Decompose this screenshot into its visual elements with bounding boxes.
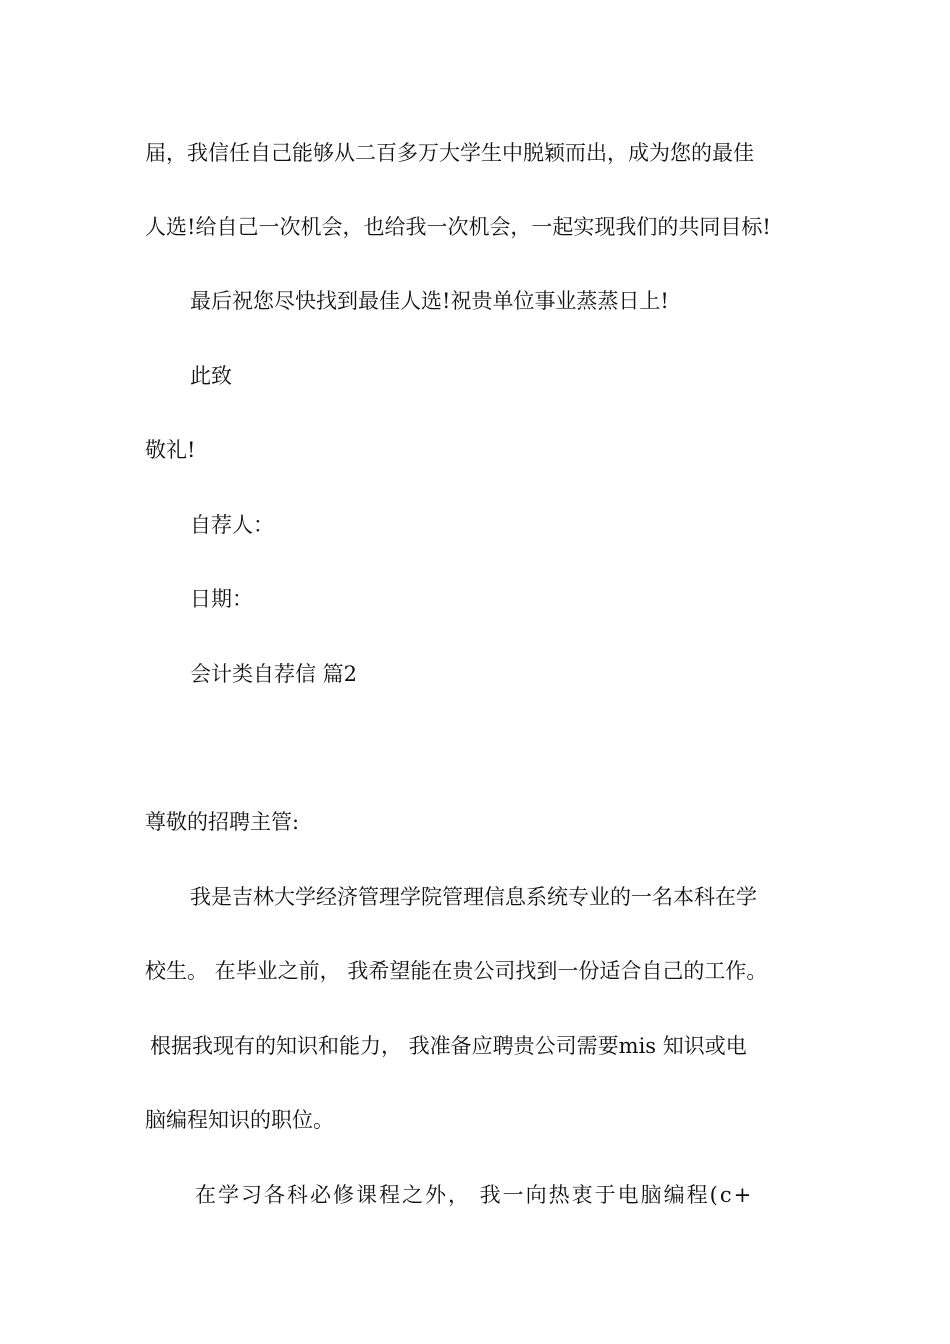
- section-heading: 会计类自荐信 篇2: [190, 662, 358, 686]
- closing-wish: 最后祝您尽快找到最佳人选!祝贵单位事业蒸蒸日上!: [190, 289, 669, 313]
- body-text-line: 人选!给自己一次机会，也给我一次机会，一起实现我们的共同目标!: [145, 215, 771, 239]
- body-text-line: 届，我信任自己能够从二百多万大学生中脱颖而出，成为您的最佳: [145, 141, 754, 165]
- body-text-line: 根据我现有的知识和能力， 我准备应聘贵公司需要mis 知识或电: [150, 1034, 747, 1058]
- signature-label: 自荐人：: [190, 513, 274, 537]
- salutation-regards: 敬礼!: [145, 438, 196, 462]
- body-text-line: 我是吉林大学经济管理学院管理信息系统专业的一名本科在学: [190, 885, 757, 909]
- salutation-close: 此致: [190, 364, 232, 388]
- body-text-line: 校生。 在毕业之前， 我希望能在贵公司找到一份适合自己的工作。: [145, 959, 768, 983]
- letter-greeting: 尊敬的招聘主管:: [145, 810, 300, 834]
- date-label: 日期：: [190, 587, 253, 611]
- body-text-line: 脑编程知识的职位。: [145, 1108, 334, 1132]
- body-text-line: 在学习各科必修课程之外， 我一向热衷于电脑编程(c+: [195, 1183, 754, 1207]
